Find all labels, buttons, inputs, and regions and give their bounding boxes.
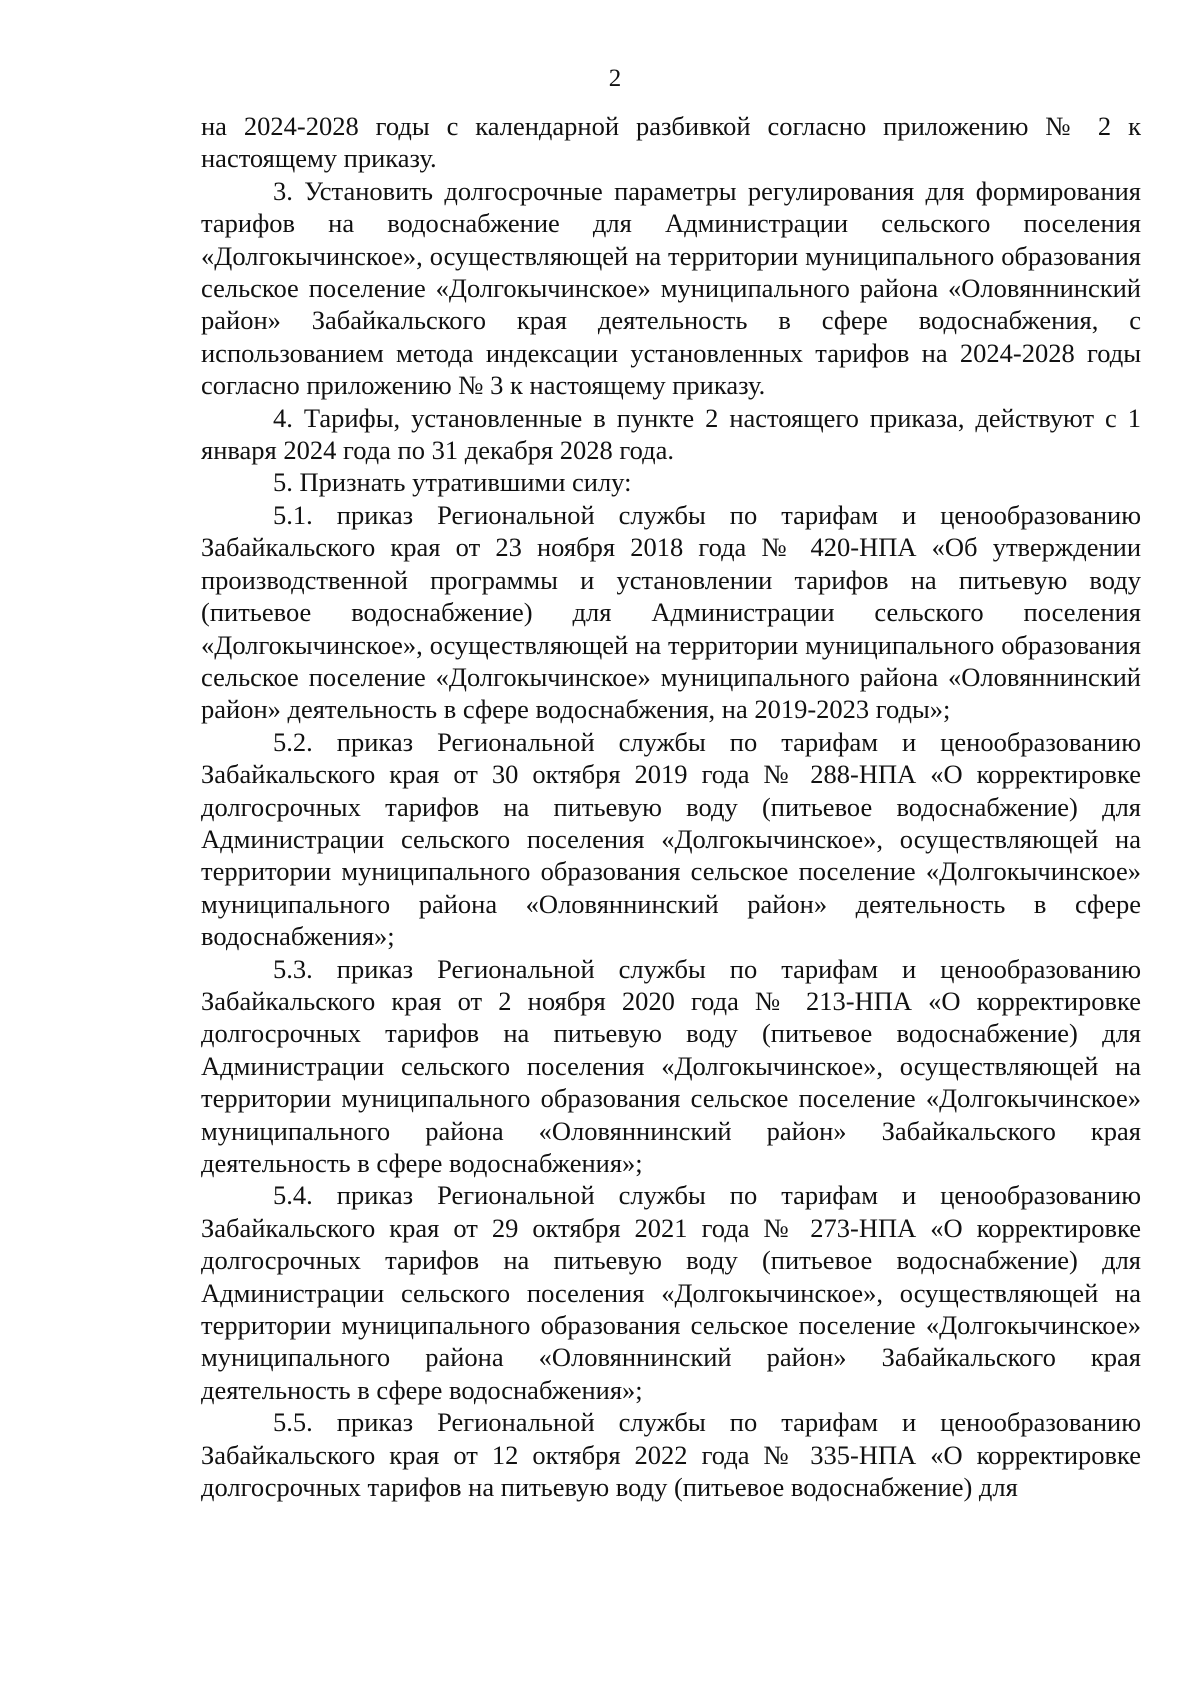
page-number: 2 [608,65,622,92]
paragraph-continuation: на 2024-2028 годы с календарной разбивкой согласно приложению № 2 к настоящему приказу. [201,111,1141,174]
paragraph-item-3: 3. Установить долгосрочные параметры регулирования для формирования тарифов на водоснабжение для Администрации сельского поселения «Долгокычинское», осуществляющей на территории муниципального образования сельское поселение «Долгокычинское» муниципального района «Оловяннинский район» Забайкальского края деятельность в сфере водоснабжения, с использованием метода индексации установленных тарифов на 2024-2028 годы согласно приложению № 3 к настоящему приказу. [201,175,1141,401]
paragraph-item-5-2: 5.2. приказ Региональной службы по тарифам и ценообразованию Забайкальского края от 30 октября 2019 года № 288-НПА «О корректировке долгосрочных тарифов на питьевую воду (питьевое водоснабжение) для Администрации сельского поселения «Долгокычинское», осуществляющей на территории муниципального образования сельское поселение «Долгокычинское» муниципального района «Оловяннинский район» деятельность в сфере водоснабжения»; [201,726,1141,952]
paragraph-item-5-4: 5.4. приказ Региональной службы по тарифам и ценообразованию Забайкальского края от 29 октября 2021 года № 273-НПА «О корректировке долгосрочных тарифов на питьевую воду (питьевое водоснабжение) для Администрации сельского поселения «Долгокычинское», осуществляющей на территории муниципального образования сельское поселение «Долгокычинское» муниципального района «Оловяннинский район» Забайкальского края деятельность в сфере водоснабжения»; [201,1180,1141,1405]
document-body [201,110,1141,1503]
paragraph-item-5-1: 5.1. приказ Региональной службы по тарифам и ценообразованию Забайкальского края от 23 ноября 2018 года № 420-НПА «Об утверждении производственной программы и установлении тарифов на питьевую воду (питьевое водоснабжение) для Администрации сельского поселения «Долгокычинское», осуществляющей на территории муниципального образования сельское поселение «Долгокычинское» муниципального района «Оловяннинский район» деятельность в сфере водоснабжения, на 2019-2023 годы»; [201,499,1141,725]
paragraph-item-5: 5. Признать утратившими силу: [273,467,632,498]
paragraph-item-4: 4. Тарифы, установленные в пункте 2 настоящего приказа, действуют с 1 января 2024 года по 31 декабря 2028 года. [201,402,1141,466]
paragraph-item-5-3: 5.3. приказ Региональной службы по тарифам и ценообразованию Забайкальского края от 2 ноября 2020 года № 213-НПА «О корректировке долгосрочных тарифов на питьевую воду (питьевое водоснабжение) для Администрации сельского поселения «Долгокычинское», осуществляющей на территории муниципального образования сельское поселение «Долгокычинское» муниципального района «Оловяннинский район» Забайкальского края деятельность в сфере водоснабжения»; [201,953,1141,1178]
paragraph-item-5-5: 5.5. приказ Региональной службы по тарифам и ценообразованию Забайкальского края от 12 октября 2022 года № 335-НПА «О корректировке долгосрочных тарифов на питьевую воду (питьевое водоснабжение) для [201,1407,1141,1503]
